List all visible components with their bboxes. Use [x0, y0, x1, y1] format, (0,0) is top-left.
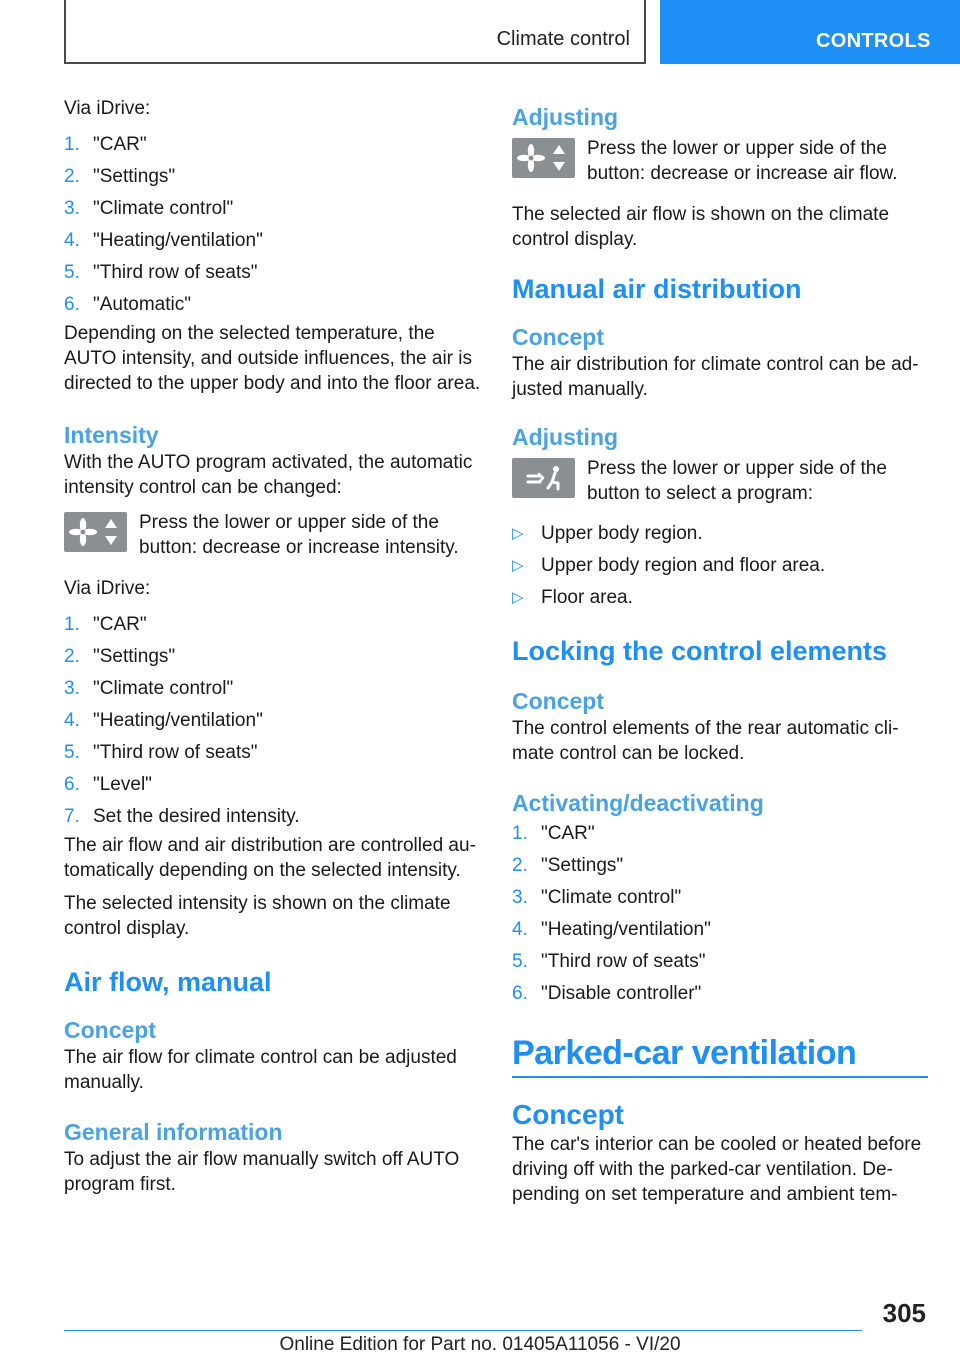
- list-item: 3. "Climate control": [64, 198, 234, 219]
- via-idrive-label-2: Via iDrive:: [64, 578, 151, 599]
- locking-heading: Locking the control elements: [512, 636, 888, 666]
- list-item: 6. "Level": [64, 774, 152, 795]
- list-item: 2. "Settings": [64, 646, 176, 667]
- list-item: ▷ Upper body region.: [512, 523, 703, 544]
- concept-heading-2: Concept: [512, 324, 604, 350]
- concept-text: The air flow for climate control can be adjusted manually.: [64, 1047, 457, 1093]
- section-title: Climate control: [496, 28, 630, 50]
- parked-car-heading-block: [512, 1032, 928, 1078]
- list-item: 4. "Heating/ventilation": [512, 919, 711, 940]
- airflow-icon-text: Press the lower or upper side of the button: decrease or increase air flow.: [587, 138, 898, 184]
- parked-car-heading: Parked-car ventilation: [512, 1034, 857, 1072]
- list-item: 3. "Climate control": [512, 887, 682, 908]
- airflow-manual-heading: Air flow, manual: [64, 967, 272, 997]
- right-column: [512, 96, 928, 1207]
- chapter-tab: CONTROLS: [660, 0, 960, 64]
- intensity-text: With the AUTO program activated, the automatic intensity control can be changed:: [64, 452, 473, 498]
- list-item: 2. "Settings": [512, 855, 624, 876]
- locking-concept-text: The control elements of the rear automatic climate control can be locked.: [512, 718, 899, 764]
- steps-list-disable: [512, 818, 928, 1010]
- list-item: 4. "Heating/ventilation": [64, 710, 263, 731]
- via-idrive-label: Via iDrive:: [64, 98, 151, 119]
- footer-rule: [64, 1330, 862, 1331]
- concept-heading-4: Concept: [512, 1099, 624, 1130]
- general-info-heading: General information: [64, 1119, 283, 1145]
- air-distribution-icon: [512, 458, 575, 498]
- list-item: 5. "Third row of seats": [64, 262, 258, 283]
- page-number: 305: [882, 1298, 926, 1328]
- list-item: 1. "CAR": [64, 614, 147, 635]
- concept-heading: Concept: [64, 1017, 156, 1043]
- distribution-concept-text: The air distribution for climate control can be adjusted manually.: [512, 354, 919, 400]
- fan-up-down-icon: [64, 512, 127, 552]
- concept-heading-3: Concept: [512, 688, 604, 714]
- list-item: 6. "Automatic": [64, 294, 191, 315]
- list-item: 3. "Climate control": [64, 678, 234, 699]
- list-item: 1. "CAR": [64, 134, 147, 155]
- auto-description: Depending on the selected temperature, the AUTO intensity, and outside influences, the air is directed to the upper body and into the floor area.: [64, 323, 481, 394]
- manual-distribution-heading: Manual air distribution: [512, 274, 802, 304]
- intensity-icon-text: Press the lower or upper side of the button: decrease or increase intensity.: [139, 512, 459, 558]
- parked-concept-text: The car's interior can be cooled or heated before driving off with the parked-car ventilation. Depending on set temperature and ambient tem-: [512, 1134, 922, 1205]
- steps-list-level: [64, 609, 482, 833]
- airflow-display-text: The selected air flow is shown on the climate control display.: [512, 204, 890, 250]
- adjusting-heading: Adjusting: [512, 104, 619, 130]
- intensity-heading: Intensity: [64, 422, 159, 448]
- list-item: 6. "Disable controller": [512, 983, 702, 1004]
- distribution-instruction: [512, 456, 928, 506]
- list-item: 4. "Heating/ventilation": [64, 230, 263, 251]
- footer-edition: Online Edition for Part no. 01405A11056 - VI/20: [279, 1334, 681, 1355]
- list-item: ▷ Upper body region and floor area.: [512, 555, 826, 576]
- general-info-text: To adjust the air flow manually switch off AUTO program first.: [64, 1149, 460, 1195]
- activating-heading: Activating/deactivating: [512, 790, 764, 816]
- list-item: ▷ Floor area.: [512, 587, 633, 608]
- left-column: [64, 96, 482, 1197]
- list-item: 5. "Third row of seats": [64, 742, 258, 763]
- list-item: 5. "Third row of seats": [512, 951, 706, 972]
- adjusting-heading-2: Adjusting: [512, 424, 619, 450]
- list-item: 7. Set the desired intensity.: [64, 806, 300, 827]
- program-list: [512, 518, 928, 614]
- intensity-display-text: The selected intensity is shown on the climate control display.: [64, 893, 451, 939]
- header-box: [64, 0, 646, 64]
- flow-text: The air flow and air distribution are controlled automatically depending on the selected intensity.: [64, 835, 476, 881]
- list-item: 2. "Settings": [64, 166, 176, 187]
- fan-up-down-icon: [512, 138, 575, 178]
- distribution-icon-text: Press the lower or upper side of the button to select a program:: [587, 458, 887, 504]
- intensity-instruction: [64, 510, 482, 560]
- airflow-instruction: [512, 136, 928, 186]
- list-item: 1. "CAR": [512, 823, 595, 844]
- steps-list-automatic: [64, 129, 482, 321]
